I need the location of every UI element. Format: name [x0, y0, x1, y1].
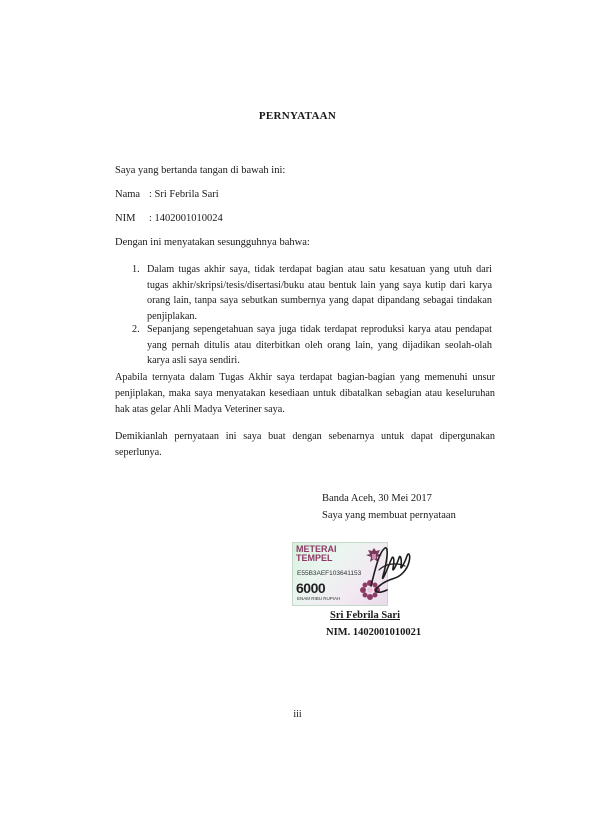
nim-label: NIM	[115, 213, 136, 224]
closing-paragraph: Demikianlah pernyataan ini saya buat dengan sebenarnya untuk dapat dipergunakan seperlunya.	[115, 431, 495, 458]
stamp-serial: E55B3AEF103641153	[297, 570, 362, 577]
nim-value: : 1402001010024	[149, 213, 223, 224]
stamp-line1: METERAI	[296, 544, 337, 554]
list-item-number: 2.	[132, 324, 140, 335]
name-label: Nama	[115, 189, 141, 200]
place-date: Banda Aceh, 30 Mei 2017	[322, 493, 432, 504]
signer-nim: NIM. 1402001010021	[326, 627, 422, 638]
intro-text: Saya yang bertanda tangan di bawah ini:	[115, 165, 286, 176]
stamp-value-words: ENAM RIBU RUPIAH	[297, 596, 341, 601]
handwritten-signature	[365, 540, 415, 602]
stamp-value: 6000	[296, 580, 326, 596]
name-value: : Sri Febrila Sari	[149, 189, 219, 200]
name-field	[115, 189, 219, 200]
page-title: PERNYATAAN	[258, 110, 337, 122]
signer-role: Saya yang membuat pernyataan	[322, 510, 456, 521]
page-number: iii	[293, 709, 302, 720]
list-item-number: 1.	[132, 264, 140, 275]
list-item-text: Dalam tugas akhir saya, tidak terdapat bagian atau satu kesatuan yang utuh dari tugas akhir/skripsi/tesis/disertasi/buku atau bentuk lain yang saya kutip dari karya orang lain, tanpa saya sebutkan sumbernya yang dapat dipandang sebagai tindakan penjiplakan.	[147, 264, 492, 322]
stamp-title	[296, 545, 337, 563]
statement-intro: Dengan ini menyatakan sesungguhnya bahwa:	[115, 237, 310, 248]
stamp-line2: TEMPEL	[296, 553, 333, 563]
list-item-text: Sepanjang sepengetahuan saya juga tidak terdapat reproduksi karya atau pendapat yang pernah ditulis atau diterbitkan oleh orang lain, yang dijadikan seolah-olah karya asli saya sendiri.	[147, 324, 492, 366]
consequence-paragraph: Apabila ternyata dalam Tugas Akhir saya terdapat bagian-bagian yang memenuhi unsur penjiplakan, maka saya menyatakan kesediaan untuk dibatalkan sebagian atau keseluruhan hak atas gelar Ahli Madya Veteriner saya.	[115, 372, 495, 415]
signer-name: Sri Febrila Sari	[330, 610, 400, 621]
nim-field	[115, 213, 223, 224]
